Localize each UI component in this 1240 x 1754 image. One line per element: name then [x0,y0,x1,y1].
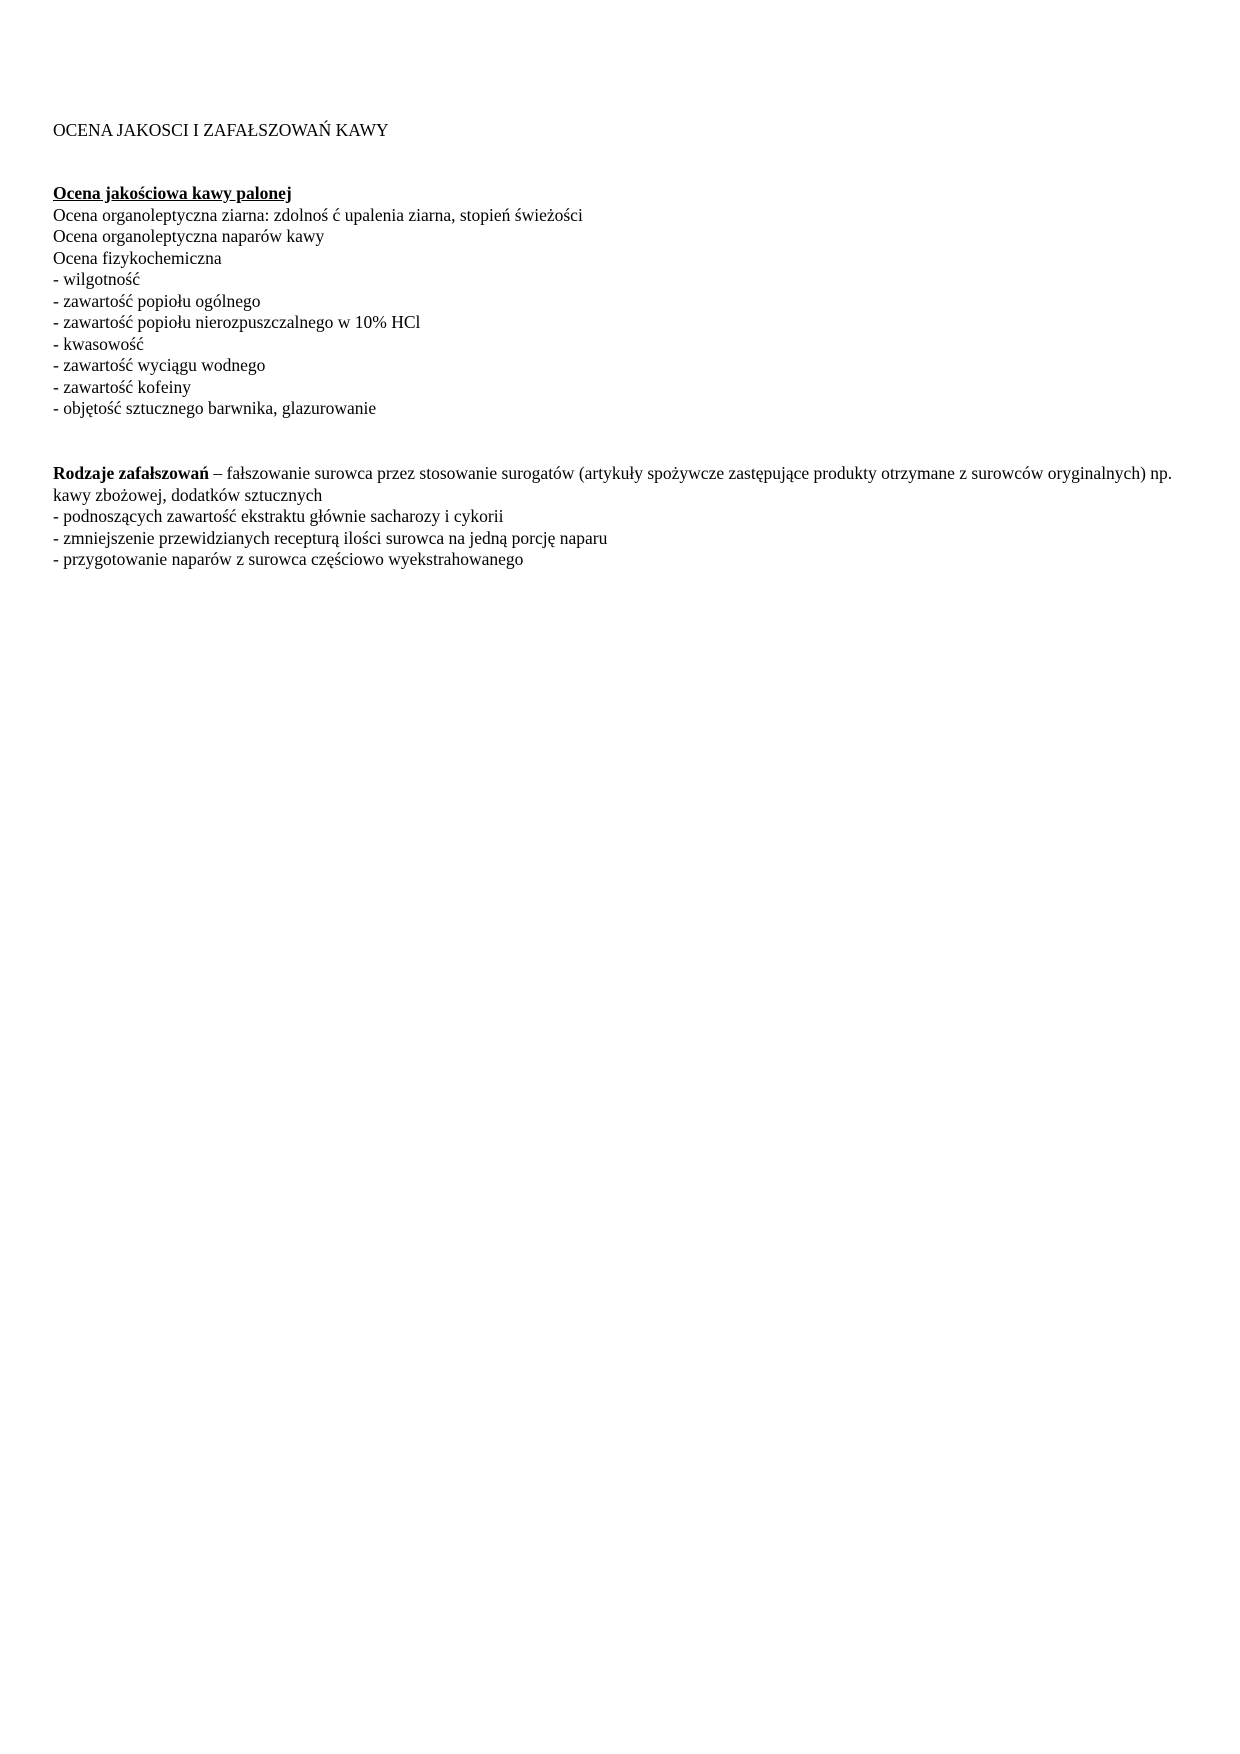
section-heading-adulteration: Rodzaje zafałszowań [53,463,210,483]
text-line: Ocena organoleptyczna ziarna: zdolnoś ć upalenia ziarna, stopień świeżości [53,204,583,225]
list-item: - wilgotność [53,269,141,289]
list-item: - zawartość wyciągu wodnego [53,355,266,375]
list-item: - kwasowość [53,333,144,354]
list-item: - zmniejszenie przewidzianych recepturą ilości surowca na jedną porcję naparu [53,527,608,548]
section-adulteration-paragraph [53,463,1183,506]
text-line: Ocena organoleptyczna naparów kawy [53,226,325,246]
list-item: - zawartość kofeiny [53,376,191,397]
text-line: Ocena fizykochemiczna [53,247,222,268]
section-heading-quality: Ocena jakościowa kawy palonej [53,183,292,203]
list-item: - podnoszących zawartość ekstraktu głównie sacharozy i cykorii [53,506,504,526]
list-item: - objętość sztucznego barwnika, glazurowanie [53,398,377,418]
list-item: - zawartość popiołu ogólnego [53,290,261,311]
document-title: OCENA JAKOSCI I ZAFAŁSZOWAŃ KAWY [53,120,389,140]
list-item: - przygotowanie naparów z surowca częściowo wyekstrahowanego [53,549,524,569]
adulteration-intro: – fałszowanie surowca przez stosowanie surogatów (artykuły spożywcze zastępujące produkty otrzymane z surowców oryginalnych) np. kawy zbożowej, dodatków sztucznych [53,463,1173,505]
list-item: - zawartość popiołu nierozpuszczalnego w 10% HCl [53,312,421,332]
